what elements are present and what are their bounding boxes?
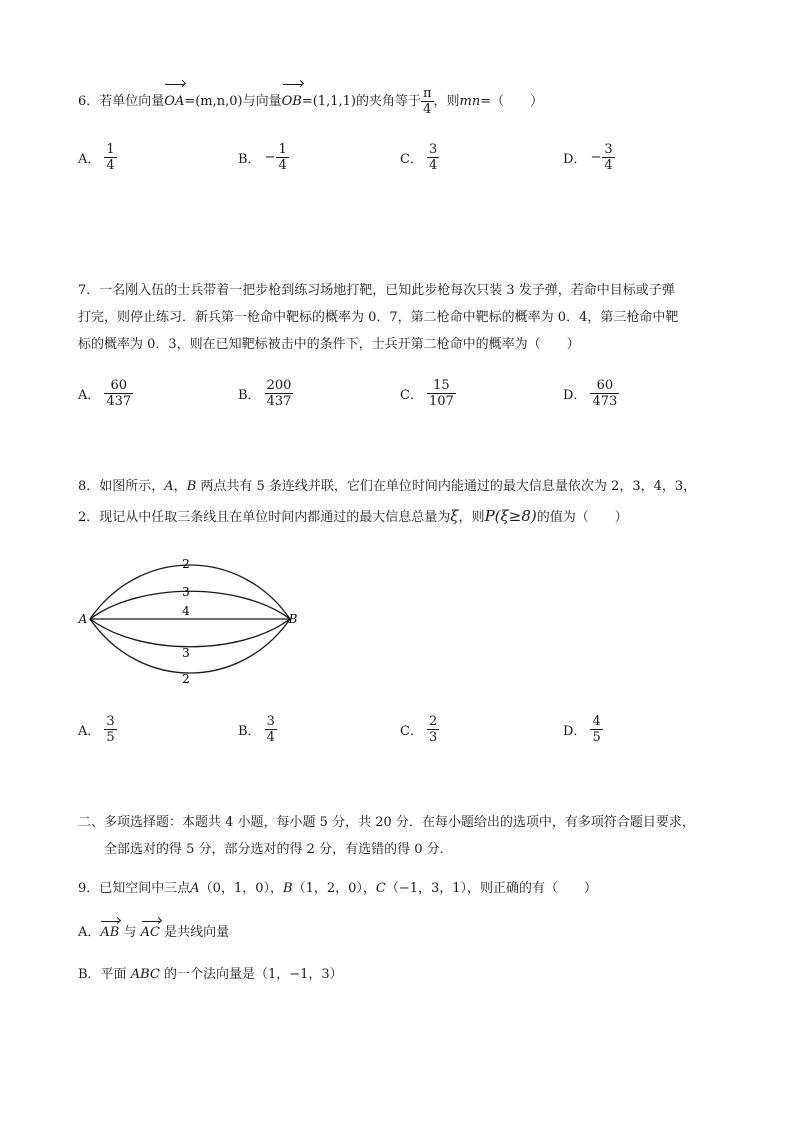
coord-c: （−1，3，1），则正确的有（ ） (385, 881, 598, 896)
option-fraction (104, 714, 116, 745)
point-label-a: A (78, 612, 88, 626)
fraction-numerator: 3 (428, 142, 438, 157)
option-fraction (276, 142, 288, 173)
option-label: C． (400, 152, 423, 167)
vector-ob: OB (282, 87, 302, 117)
fraction-numerator: 15 (427, 378, 456, 394)
q8-line-1 (78, 478, 696, 496)
q7-line-1: 7．一名刚入伍的士兵带着一把步枪到练习场地打靶，已知此步枪每次只装 3 发子弹，若命中目标或子弹 (78, 283, 675, 298)
point-a: A (190, 881, 200, 896)
q8-text: 2．现记从中任取三条线且在单位时间内都通过的最大信息总量为 (78, 510, 451, 525)
q6-stem (78, 86, 543, 116)
option-fraction (590, 714, 602, 745)
fraction-denominator: 4 (428, 158, 438, 173)
option-label: A． (78, 724, 101, 739)
connection-line-4 (90, 619, 290, 647)
fraction-denominator: 473 (592, 394, 618, 409)
fraction-numerator: 3 (604, 142, 613, 157)
q8-line-2 (78, 507, 628, 527)
q6-eq1: =(m,n,0) (184, 94, 243, 109)
option-fraction (265, 714, 277, 745)
fraction-denominator: 4 (266, 730, 275, 745)
option-text: 的一个法向量是（1，−1，3） (159, 967, 343, 982)
option-label: A． (78, 925, 101, 940)
q7-line-2: 打完，则停止练习．新兵第一枪命中靶标的概率为 0．7，第二枪命中靶标的概率为 0．4，第三枪命中靶 (78, 310, 679, 325)
fraction-numerator: 3 (106, 714, 115, 729)
q6-tail1: 的夹角等于 (355, 94, 421, 109)
minus-sign: − (264, 150, 276, 165)
fraction-denominator: 437 (266, 394, 292, 409)
option-fraction (265, 378, 294, 409)
point-c: C (375, 881, 386, 896)
q9-option-a[interactable] (78, 924, 229, 942)
q6-option-d[interactable] (563, 142, 615, 173)
q9-text: 9．已知空间中三点 (78, 881, 191, 896)
option-label: D． (563, 388, 587, 403)
q7-option-a[interactable] (78, 378, 133, 409)
option-fraction (602, 142, 614, 173)
q6-prefix: 6．若单位向量 (78, 94, 165, 109)
coord-a: （0，1，0）， (199, 881, 283, 896)
connection-line-1 (90, 565, 290, 619)
q6-mid: 与向量 (242, 94, 282, 109)
option-label: C． (400, 388, 423, 403)
q6-option-c[interactable] (400, 142, 439, 173)
fraction-denominator: 5 (106, 730, 115, 745)
probability-expression: P(ξ≥8) (484, 507, 537, 525)
option-label: B． (238, 388, 261, 403)
option-label: A． (78, 388, 101, 403)
option-fraction (427, 378, 456, 409)
q8-option-b[interactable] (238, 714, 277, 745)
line-label-4: 3 (182, 646, 190, 660)
option-label: B．平面 (78, 967, 131, 982)
q6-tail2: ，则 (433, 94, 460, 109)
option-fraction (427, 142, 439, 173)
point-label-b: B (288, 612, 298, 626)
q6-option-a[interactable] (78, 142, 117, 173)
q8-option-c[interactable] (400, 714, 439, 745)
fraction-denominator: 107 (428, 394, 454, 409)
fraction-denominator: 437 (106, 394, 132, 409)
vector-ab: AB (100, 925, 120, 940)
fraction-pi-over-4 (421, 86, 434, 117)
option-label: B． (238, 724, 261, 739)
option-fraction (590, 378, 619, 409)
q8-text: 的值为（ ） (536, 510, 628, 525)
option-label: A． (78, 152, 101, 167)
q6-variable: mn (459, 94, 481, 109)
option-fraction (104, 142, 116, 173)
fraction-denominator: 4 (278, 158, 287, 173)
fraction-numerator: π (422, 86, 432, 101)
line-label-1: 2 (182, 557, 190, 571)
point-b: B (186, 479, 197, 494)
line-label-2: 3 (182, 585, 190, 599)
fraction-denominator: 3 (428, 730, 438, 745)
parallel-lines-diagram (80, 552, 310, 692)
vector-ac: AC (140, 925, 160, 940)
plane-abc: ABC (130, 967, 160, 982)
fraction-numerator: 200 (266, 378, 292, 393)
fraction-denominator: 5 (592, 730, 601, 745)
coord-b: （1，2，0）， (292, 881, 376, 896)
q6-end: =（ ） (480, 94, 544, 109)
q8-text: 8．如图所示， (78, 479, 165, 494)
option-text: 是共线向量 (159, 925, 230, 940)
line-label-5: 2 (182, 672, 190, 686)
connection-line-5 (90, 619, 290, 673)
fraction-numerator: 60 (590, 378, 619, 394)
fraction-numerator: 4 (592, 714, 601, 729)
fraction-denominator: 4 (604, 158, 613, 173)
line-label-3: 4 (182, 604, 190, 618)
section-2-heading-line-2: 全部选对的得 5 分，部分选对的得 2 分，有选错的得 0 分． (104, 842, 453, 857)
q7-option-b[interactable] (238, 378, 293, 409)
fraction-numerator: 2 (428, 714, 438, 729)
q8-text: 两点共有 5 条连线并联，它们在单位时间内能通过的最大信息量依次为 2，3，4，3， (196, 479, 697, 494)
option-label: C． (400, 724, 423, 739)
q9-option-b[interactable] (78, 966, 343, 984)
connection-line-2 (90, 591, 290, 619)
vector-oa: OA (164, 87, 184, 117)
fraction-numerator: 3 (266, 714, 275, 729)
q6-eq2: =(1,1,1) (301, 94, 356, 109)
q9-stem (78, 880, 597, 898)
q6-option-b[interactable] (238, 142, 289, 173)
fraction-numerator: 1 (106, 142, 115, 157)
fraction-numerator: 60 (104, 378, 133, 394)
variable-xi: ξ (450, 507, 459, 525)
fraction-denominator: 4 (106, 158, 115, 173)
option-label: D． (563, 152, 587, 167)
q8-comma: ， (173, 479, 187, 494)
option-fraction (104, 378, 133, 409)
fraction-denominator: 4 (423, 102, 432, 117)
point-a: A (164, 479, 174, 494)
q8-text: ，则 (458, 510, 485, 525)
q8-option-d[interactable] (563, 714, 603, 745)
option-text: 与 (119, 925, 141, 940)
option-label: B． (238, 152, 261, 167)
q7-option-d[interactable] (563, 378, 619, 409)
q8-option-a[interactable] (78, 714, 117, 745)
q7-option-c[interactable] (400, 378, 456, 409)
option-label: D． (563, 724, 587, 739)
q7-line-3: 标的概率为 0．3，则在已知靶标被击中的条件下，士兵开第二枪命中的概率为（ ） (78, 337, 580, 352)
option-fraction (427, 714, 439, 745)
point-b: B (283, 881, 293, 896)
minus-sign: − (590, 150, 602, 165)
fraction-numerator: 1 (278, 142, 287, 157)
section-2-heading-line-1: 二、多项选择题：本题共 4 小题，每小题 5 分，共 20 分．在每小题给出的选项中，有多项符合题目要求， (78, 815, 695, 830)
